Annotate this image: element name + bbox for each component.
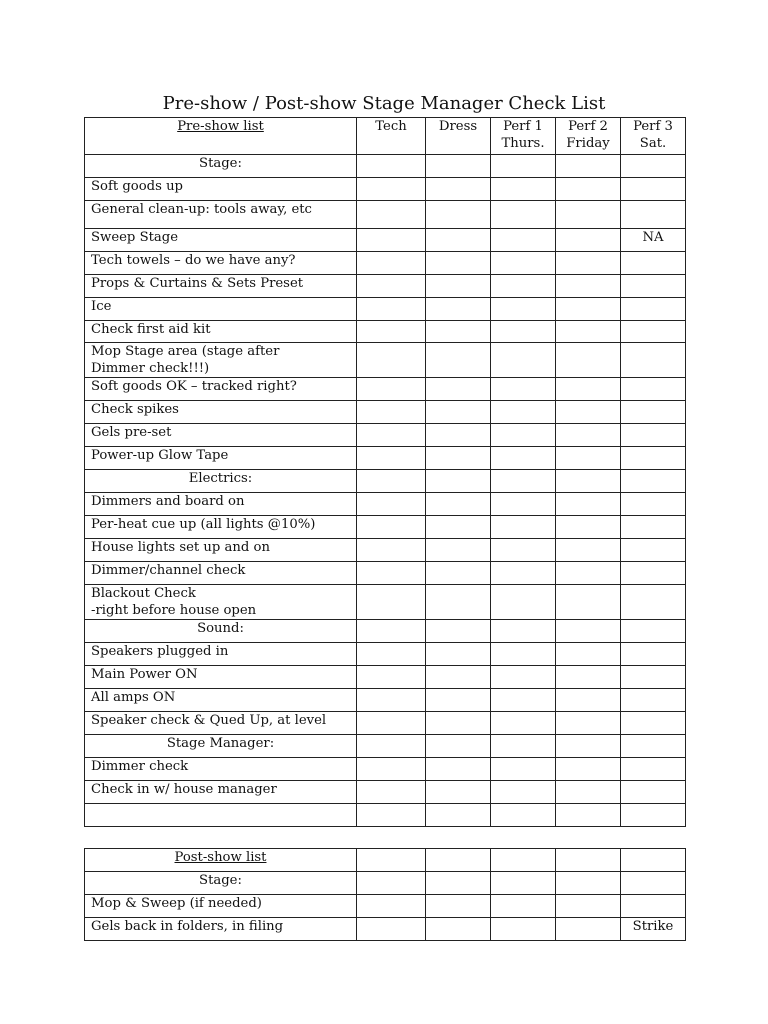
check-cell[interactable] xyxy=(556,585,621,620)
section-label xyxy=(85,155,357,178)
section-label xyxy=(85,735,357,758)
check-cell[interactable] xyxy=(357,585,426,620)
check-cell[interactable] xyxy=(426,562,491,585)
check-cell[interactable] xyxy=(426,804,491,827)
check-cell[interactable] xyxy=(357,201,426,229)
item-label-line1: Check first aid kit xyxy=(91,322,211,337)
list-header-label: Pre-show list xyxy=(177,119,264,134)
check-cell[interactable] xyxy=(621,424,686,447)
item-label xyxy=(85,689,357,712)
item-label xyxy=(85,447,357,470)
item-label-line1: Gels back in folders, in filing xyxy=(91,919,284,934)
check-cell[interactable] xyxy=(556,201,621,229)
check-cell[interactable] xyxy=(426,781,491,804)
item-label xyxy=(85,712,357,735)
check-cell[interactable] xyxy=(556,229,621,252)
check-cell[interactable] xyxy=(426,252,491,275)
check-cell[interactable] xyxy=(491,666,556,689)
item-label-line1: Check in w/ house manager xyxy=(91,782,277,797)
check-cell[interactable] xyxy=(491,620,556,643)
check-cell[interactable] xyxy=(556,666,621,689)
table-row xyxy=(85,585,686,620)
check-cell[interactable] xyxy=(621,643,686,666)
section-row xyxy=(85,620,686,643)
item-label xyxy=(85,424,357,447)
table-row xyxy=(85,447,686,470)
list-header-label: Post-show list xyxy=(174,850,267,865)
check-cell[interactable] xyxy=(426,643,491,666)
check-cell[interactable] xyxy=(556,781,621,804)
item-label xyxy=(85,321,357,343)
check-cell[interactable] xyxy=(621,804,686,827)
table-row xyxy=(85,712,686,735)
check-cell[interactable] xyxy=(621,321,686,343)
check-cell[interactable] xyxy=(491,712,556,735)
check-cell[interactable] xyxy=(357,758,426,781)
check-cell[interactable] xyxy=(491,401,556,424)
check-cell[interactable] xyxy=(491,493,556,516)
check-cell[interactable] xyxy=(491,447,556,470)
table-row xyxy=(85,493,686,516)
check-cell[interactable] xyxy=(556,178,621,201)
check-cell[interactable] xyxy=(426,689,491,712)
check-cell[interactable] xyxy=(556,562,621,585)
check-cell[interactable] xyxy=(357,298,426,321)
check-cell[interactable] xyxy=(491,918,556,941)
check-cell[interactable] xyxy=(357,712,426,735)
item-label-line1: All amps ON xyxy=(91,690,176,705)
item-label-line1: Dimmer check xyxy=(91,759,189,774)
check-cell[interactable] xyxy=(357,378,426,401)
item-label-line1: House lights set up and on xyxy=(91,540,270,555)
check-cell[interactable] xyxy=(357,493,426,516)
item-label-line1: Props & Curtains & Sets Preset xyxy=(91,276,304,291)
item-label-line1: Gels pre-set xyxy=(91,425,172,440)
check-cell[interactable] xyxy=(621,712,686,735)
check-cell[interactable] xyxy=(491,516,556,539)
check-cell[interactable] xyxy=(357,343,426,378)
item-label-line1: Stage: xyxy=(199,873,242,888)
check-cell[interactable] xyxy=(556,758,621,781)
check-cell[interactable] xyxy=(556,689,621,712)
item-label xyxy=(85,666,357,689)
table-row xyxy=(85,539,686,562)
table-row xyxy=(85,201,686,229)
item-label-line1: Power-up Glow Tape xyxy=(91,448,229,463)
item-label xyxy=(85,562,357,585)
check-cell[interactable] xyxy=(491,781,556,804)
check-cell[interactable] xyxy=(357,252,426,275)
column-header xyxy=(357,118,426,155)
check-cell[interactable] xyxy=(491,229,556,252)
check-cell[interactable] xyxy=(357,155,426,178)
item-label xyxy=(85,895,357,918)
column-header xyxy=(621,849,686,872)
table-row xyxy=(85,689,686,712)
list-header xyxy=(85,849,357,872)
section-label xyxy=(85,872,357,895)
item-label xyxy=(85,516,357,539)
item-label-line1: Ice xyxy=(91,299,112,314)
check-cell[interactable] xyxy=(621,201,686,229)
check-cell[interactable] xyxy=(357,447,426,470)
check-cell[interactable] xyxy=(357,470,426,493)
check-cell[interactable] xyxy=(491,539,556,562)
item-label-line1: Soft goods OK – tracked right? xyxy=(91,379,297,394)
section-label xyxy=(85,470,357,493)
check-cell[interactable] xyxy=(621,343,686,378)
check-cell[interactable] xyxy=(426,758,491,781)
check-cell[interactable] xyxy=(491,804,556,827)
table-row xyxy=(85,252,686,275)
item-label-line1: Mop Stage area (stage after xyxy=(91,344,280,359)
check-cell[interactable] xyxy=(621,155,686,178)
check-cell[interactable] xyxy=(621,275,686,298)
check-cell[interactable] xyxy=(621,895,686,918)
check-cell[interactable] xyxy=(491,872,556,895)
check-cell[interactable] xyxy=(621,516,686,539)
check-cell[interactable] xyxy=(426,201,491,229)
check-cell[interactable] xyxy=(556,918,621,941)
check-cell[interactable] xyxy=(556,252,621,275)
check-cell[interactable] xyxy=(426,275,491,298)
item-label xyxy=(85,252,357,275)
table-row xyxy=(85,378,686,401)
check-cell[interactable] xyxy=(491,298,556,321)
check-cell[interactable] xyxy=(426,918,491,941)
check-cell[interactable] xyxy=(556,620,621,643)
item-label xyxy=(85,178,357,201)
column-header-line1: Dress xyxy=(438,119,478,134)
check-cell[interactable] xyxy=(491,735,556,758)
check-cell[interactable] xyxy=(357,321,426,343)
check-cell[interactable] xyxy=(357,401,426,424)
check-cell[interactable] xyxy=(491,689,556,712)
item-label xyxy=(85,275,357,298)
check-cell[interactable] xyxy=(426,712,491,735)
check-cell[interactable] xyxy=(556,470,621,493)
table-row xyxy=(85,918,686,941)
check-cell[interactable] xyxy=(357,516,426,539)
check-cell[interactable] xyxy=(426,343,491,378)
table-row xyxy=(85,562,686,585)
check-cell[interactable] xyxy=(621,585,686,620)
check-cell[interactable] xyxy=(556,401,621,424)
check-cell[interactable] xyxy=(491,275,556,298)
check-cell[interactable] xyxy=(491,155,556,178)
check-cell[interactable] xyxy=(491,585,556,620)
post-show-table xyxy=(84,848,686,941)
check-cell[interactable] xyxy=(357,735,426,758)
check-cell[interactable] xyxy=(357,275,426,298)
item-label-line1: Per-heat cue up (all lights @10%) xyxy=(91,517,316,532)
check-cell[interactable] xyxy=(357,781,426,804)
check-cell[interactable] xyxy=(357,872,426,895)
check-cell[interactable] xyxy=(357,178,426,201)
check-cell[interactable] xyxy=(491,895,556,918)
item-label xyxy=(85,378,357,401)
item-label xyxy=(85,781,357,804)
header-row xyxy=(85,118,686,155)
check-cell[interactable] xyxy=(357,895,426,918)
item-label xyxy=(85,804,357,827)
check-cell[interactable] xyxy=(357,643,426,666)
column-header-line1: Perf 2 xyxy=(568,119,608,134)
check-cell[interactable] xyxy=(491,758,556,781)
item-label-line1: Main Power ON xyxy=(91,667,198,682)
check-cell[interactable] xyxy=(426,666,491,689)
check-cell[interactable] xyxy=(357,666,426,689)
item-label-line1: Tech towels – do we have any? xyxy=(91,253,296,268)
column-header xyxy=(556,849,621,872)
table-row xyxy=(85,781,686,804)
table-row xyxy=(85,804,686,827)
check-cell[interactable] xyxy=(621,378,686,401)
check-cell[interactable] xyxy=(621,620,686,643)
column-header xyxy=(426,849,491,872)
check-cell[interactable] xyxy=(556,298,621,321)
table-row xyxy=(85,401,686,424)
check-cell[interactable] xyxy=(621,689,686,712)
section-label xyxy=(85,620,357,643)
item-label-line1: Sound: xyxy=(197,621,244,636)
item-label xyxy=(85,201,357,229)
table-row xyxy=(85,178,686,201)
pre-show-table xyxy=(84,117,686,827)
check-cell[interactable] xyxy=(357,562,426,585)
check-cell[interactable] xyxy=(556,155,621,178)
check-cell[interactable] xyxy=(621,562,686,585)
table-row xyxy=(85,298,686,321)
item-label xyxy=(85,585,357,620)
item-label xyxy=(85,493,357,516)
check-cell[interactable] xyxy=(556,275,621,298)
check-cell[interactable] xyxy=(491,252,556,275)
check-cell[interactable]: Strike xyxy=(621,918,686,941)
check-cell[interactable] xyxy=(426,493,491,516)
section-row xyxy=(85,735,686,758)
column-header-line1: Perf 1 xyxy=(503,119,543,134)
check-cell[interactable] xyxy=(491,201,556,229)
check-cell[interactable] xyxy=(556,516,621,539)
check-cell[interactable] xyxy=(556,343,621,378)
column-header xyxy=(491,118,556,155)
table-row xyxy=(85,343,686,378)
section-row xyxy=(85,470,686,493)
check-cell[interactable] xyxy=(556,378,621,401)
item-label xyxy=(85,539,357,562)
check-cell[interactable] xyxy=(357,689,426,712)
check-cell[interactable] xyxy=(426,378,491,401)
check-cell[interactable] xyxy=(426,424,491,447)
column-header xyxy=(621,118,686,155)
check-cell[interactable] xyxy=(556,643,621,666)
check-cell[interactable] xyxy=(426,178,491,201)
page-title: Pre-show / Post-show Stage Manager Check List xyxy=(162,93,606,114)
check-cell[interactable] xyxy=(426,229,491,252)
column-header xyxy=(556,118,621,155)
item-label xyxy=(85,298,357,321)
table-row xyxy=(85,321,686,343)
check-cell[interactable] xyxy=(426,620,491,643)
column-header-line2: Thurs. xyxy=(501,136,545,151)
table-row xyxy=(85,275,686,298)
check-cell[interactable] xyxy=(556,712,621,735)
check-cell[interactable] xyxy=(426,470,491,493)
item-label xyxy=(85,918,357,941)
check-cell[interactable] xyxy=(491,378,556,401)
check-cell[interactable] xyxy=(357,918,426,941)
table-row xyxy=(85,666,686,689)
check-cell[interactable] xyxy=(556,424,621,447)
check-cell[interactable] xyxy=(426,735,491,758)
list-header xyxy=(85,118,357,155)
header-row xyxy=(85,849,686,872)
column-header xyxy=(426,118,491,155)
item-label xyxy=(85,229,357,252)
check-cell[interactable] xyxy=(556,321,621,343)
item-label-line1: Dimmer/channel check xyxy=(91,563,246,578)
check-cell[interactable] xyxy=(426,895,491,918)
column-header-line2: Sat. xyxy=(639,136,667,151)
check-cell[interactable] xyxy=(491,470,556,493)
item-label-line1: General clean-up: tools away, etc xyxy=(91,202,312,217)
check-cell[interactable] xyxy=(491,562,556,585)
item-label-line1: Check spikes xyxy=(91,402,179,417)
item-label-line1: Stage Manager: xyxy=(166,736,275,751)
check-cell[interactable] xyxy=(491,424,556,447)
column-header-line1: Perf 3 xyxy=(633,119,673,134)
check-cell[interactable] xyxy=(621,493,686,516)
check-cell[interactable] xyxy=(621,539,686,562)
check-cell[interactable] xyxy=(556,804,621,827)
item-label-line1: Speaker check & Qued Up, at level xyxy=(91,713,327,728)
check-cell[interactable] xyxy=(426,447,491,470)
check-cell[interactable] xyxy=(426,321,491,343)
table-row xyxy=(85,424,686,447)
table-row xyxy=(85,643,686,666)
item-label-line1: Stage: xyxy=(199,156,242,171)
item-label-line1: Sweep Stage xyxy=(91,230,179,245)
check-cell[interactable] xyxy=(556,872,621,895)
column-header xyxy=(491,849,556,872)
item-label-line1: Blackout Check xyxy=(91,586,196,601)
check-cell[interactable] xyxy=(426,298,491,321)
item-label xyxy=(85,758,357,781)
check-cell[interactable] xyxy=(621,447,686,470)
check-cell[interactable] xyxy=(426,401,491,424)
check-cell[interactable] xyxy=(491,643,556,666)
item-label-line1: Soft goods up xyxy=(91,179,184,194)
check-cell[interactable] xyxy=(426,539,491,562)
check-cell[interactable] xyxy=(556,895,621,918)
table-row xyxy=(85,229,686,252)
item-label-line1: Dimmers and board on xyxy=(91,494,245,509)
check-cell[interactable] xyxy=(357,804,426,827)
check-cell[interactable] xyxy=(357,424,426,447)
item-label-line1: Speakers plugged in xyxy=(91,644,229,659)
item-label-line1: Electrics: xyxy=(188,471,253,486)
check-cell[interactable] xyxy=(357,229,426,252)
item-label-line2: -right before house open xyxy=(91,603,257,618)
table-row xyxy=(85,516,686,539)
check-cell[interactable] xyxy=(621,401,686,424)
item-label-line2: Dimmer check!!!) xyxy=(91,361,210,376)
check-cell[interactable] xyxy=(426,516,491,539)
check-cell[interactable] xyxy=(556,447,621,470)
check-cell[interactable] xyxy=(621,872,686,895)
check-cell[interactable] xyxy=(556,493,621,516)
item-label xyxy=(85,401,357,424)
check-cell[interactable] xyxy=(491,321,556,343)
check-cell[interactable] xyxy=(621,252,686,275)
check-cell[interactable] xyxy=(357,620,426,643)
check-cell[interactable] xyxy=(621,758,686,781)
check-cell[interactable] xyxy=(556,539,621,562)
check-cell[interactable]: NA xyxy=(621,229,686,252)
check-cell[interactable] xyxy=(556,735,621,758)
check-cell[interactable] xyxy=(621,735,686,758)
check-cell[interactable] xyxy=(621,178,686,201)
check-cell[interactable] xyxy=(426,585,491,620)
check-cell[interactable] xyxy=(621,666,686,689)
check-cell[interactable] xyxy=(621,470,686,493)
column-header-line2: Friday xyxy=(566,136,610,151)
check-cell[interactable] xyxy=(357,539,426,562)
column-header xyxy=(357,849,426,872)
check-cell[interactable] xyxy=(491,343,556,378)
check-cell[interactable] xyxy=(621,298,686,321)
item-label xyxy=(85,343,357,378)
section-row xyxy=(85,155,686,178)
check-cell[interactable] xyxy=(491,178,556,201)
table-row xyxy=(85,895,686,918)
check-cell[interactable] xyxy=(426,872,491,895)
section-row xyxy=(85,872,686,895)
check-cell[interactable] xyxy=(426,155,491,178)
table-row xyxy=(85,758,686,781)
item-label xyxy=(85,643,357,666)
check-cell[interactable] xyxy=(621,781,686,804)
column-header-line1: Tech xyxy=(375,119,407,134)
item-label-line1: Mop & Sweep (if needed) xyxy=(91,896,262,911)
